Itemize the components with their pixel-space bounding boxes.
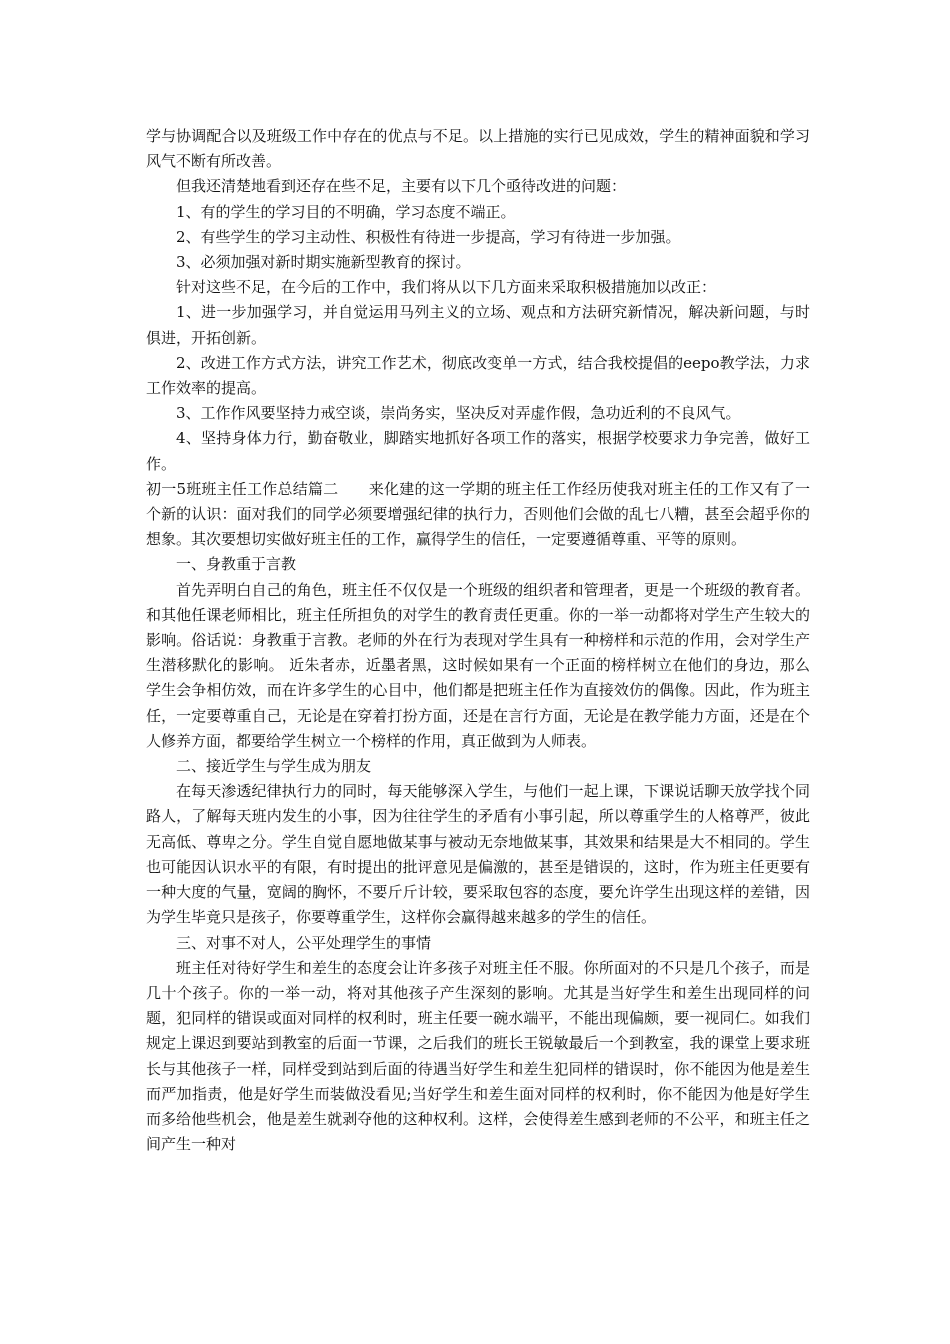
document-page	[146, 124, 810, 1157]
heading-fair-treatment: 三、对事不对人，公平处理学生的事情	[176, 933, 432, 952]
list-item-measure-4: 4、坚持身体力行，勤奋敬业，脚踏实地抓好各项工作的落实，根据学校要求力争完善，做好工作。	[146, 429, 810, 473]
section-title-part-two: 初一5班班主任工作总结篇二 来化建的这一学期的班主任工作经历使我对班主任的工作又有了一个新的认识：面对我们的同学必须要增强纪律的执行力，否则他们会做的乱七八糟，甚至会超乎你的想象。其次要想切实做好班主任的工作，赢得学生的信任，一定要遵循尊重、平等的原则。	[146, 479, 810, 549]
list-item-problem-3: 3、必须加强对新时期实施新型教育的探讨。	[176, 253, 471, 272]
list-item-measure-2: 2、改进工作方式方法，讲究工作艺术，彻底改变单一方式，结合我校提倡的eepo教学法，力求工作效率的提高。	[146, 353, 810, 398]
list-item-problem-2: 2、有些学生的学习主动性、积极性有待进一步提高，学习有待进一步加强。	[176, 227, 681, 246]
list-item-measure-1: 1、进一步加强学习，并自觉运用马列主义的立场、观点和方法研究新情况，解决新问题，与时俱进，开拓创新。	[146, 303, 810, 347]
list-item-problem-1: 1、有的学生的学习目的不明确，学习态度不端正。	[176, 202, 516, 221]
heading-lead-by-example: 一、身教重于言教	[176, 555, 297, 574]
heading-befriend-students: 二、接近学生与学生成为朋友	[176, 757, 372, 776]
paragraph-befriend-students: 在每天渗透纪律执行力的同时，每天能够深入学生，与他们一起上课，下课说话聊天放学找个同路人，了解每天班内发生的小事，因为往往学生的矛盾有小事引起，所以尊重学生的人格尊严，彼此无高低、尊卑之分。学生自觉自愿地做某事与被动无奈地做某事，其效果和结果是大不相同的。学生也可能因认识水平的有限，有时提出的批评意见是偏激的，甚至是错误的，这时，作为班主任更要有一种大度的气量，宽阔的胸怀，不要斤斤计较，要采取包容的态度，要允许学生出现这样的差错，因为学生毕竟只是孩子，你要尊重学生，这样你会赢得越来越多的学生的信任。	[146, 782, 810, 927]
paragraph-lead-by-example: 首先弄明白自己的角色，班主任不仅仅是一个班级的组织者和管理者，更是一个班级的教育者。和其他任课老师相比，班主任所担负的对学生的教育责任更重。你的一举一动都将对学生产生较大的影响。俗话说：身教重于言教。老师的外在行为表现对学生具有一种榜样和示范的作用，会对学生产生潜移默化的影响。 近朱者赤，近墨者黑，这时候如果有一个正面的榜样树立在他们的身边，那么学生会争相仿效，而在许多学生的心目中，他们都是把班主任作为直接效仿的偶像。因此，作为班主任，一定要尊重自己，无论是在穿着打扮方面，还是在言行方面，无论是在教学能力方面，还是在个人修养方面，都要给学生树立一个榜样的作用，真正做到为人师表。	[146, 580, 810, 750]
paragraph-fair-treatment: 班主任对待好学生和差生的态度会让许多孩子对班主任不服。你所面对的不只是几个孩子，而是几十个孩子。你的一举一动，将对其他孩子产生深刻的影响。尤其是当好学生和差生出现同样的问题，犯同样的错误或面对同样的权利时，班主任要一碗水端平，不能出现偏颇，要一视同仁。如我们规定上课迟到要站到教室的后面一节课，之后我们的班长王锐敏最后一个到教室，我的课堂上要求班长与其他孩子一样，同样受到站到后面的待遇当好学生和差生犯同样的错误时，你不能因为他是差生而严加指责，他是好学生而装做没看见;当好学生和差生面对同样的权利时，你不能因为他是好学生而多给他些机会，他是差生就剥夺他的这种权利。这样，会使得差生感到老师的不公平，和班主任之间产生一种对	[146, 958, 810, 1154]
paragraph-strengths-summary: 学与协调配合以及班级工作中存在的优点与不足。以上措施的实行已见成效，学生的精神面貌和学习风气不断有所改善。	[146, 127, 810, 171]
paragraph-measures-intro: 针对这些不足，在今后的工作中，我们将从以下几方面来采取积极措施加以改正：	[176, 278, 717, 297]
paragraph-shortcomings-intro: 但我还清楚地看到还存在些不足，主要有以下几个亟待改进的问题：	[176, 177, 627, 196]
list-item-measure-3: 3、工作作风要坚持力戒空谈，崇尚务实，坚决反对弄虚作假，急功近利的不良风气。	[176, 404, 741, 423]
